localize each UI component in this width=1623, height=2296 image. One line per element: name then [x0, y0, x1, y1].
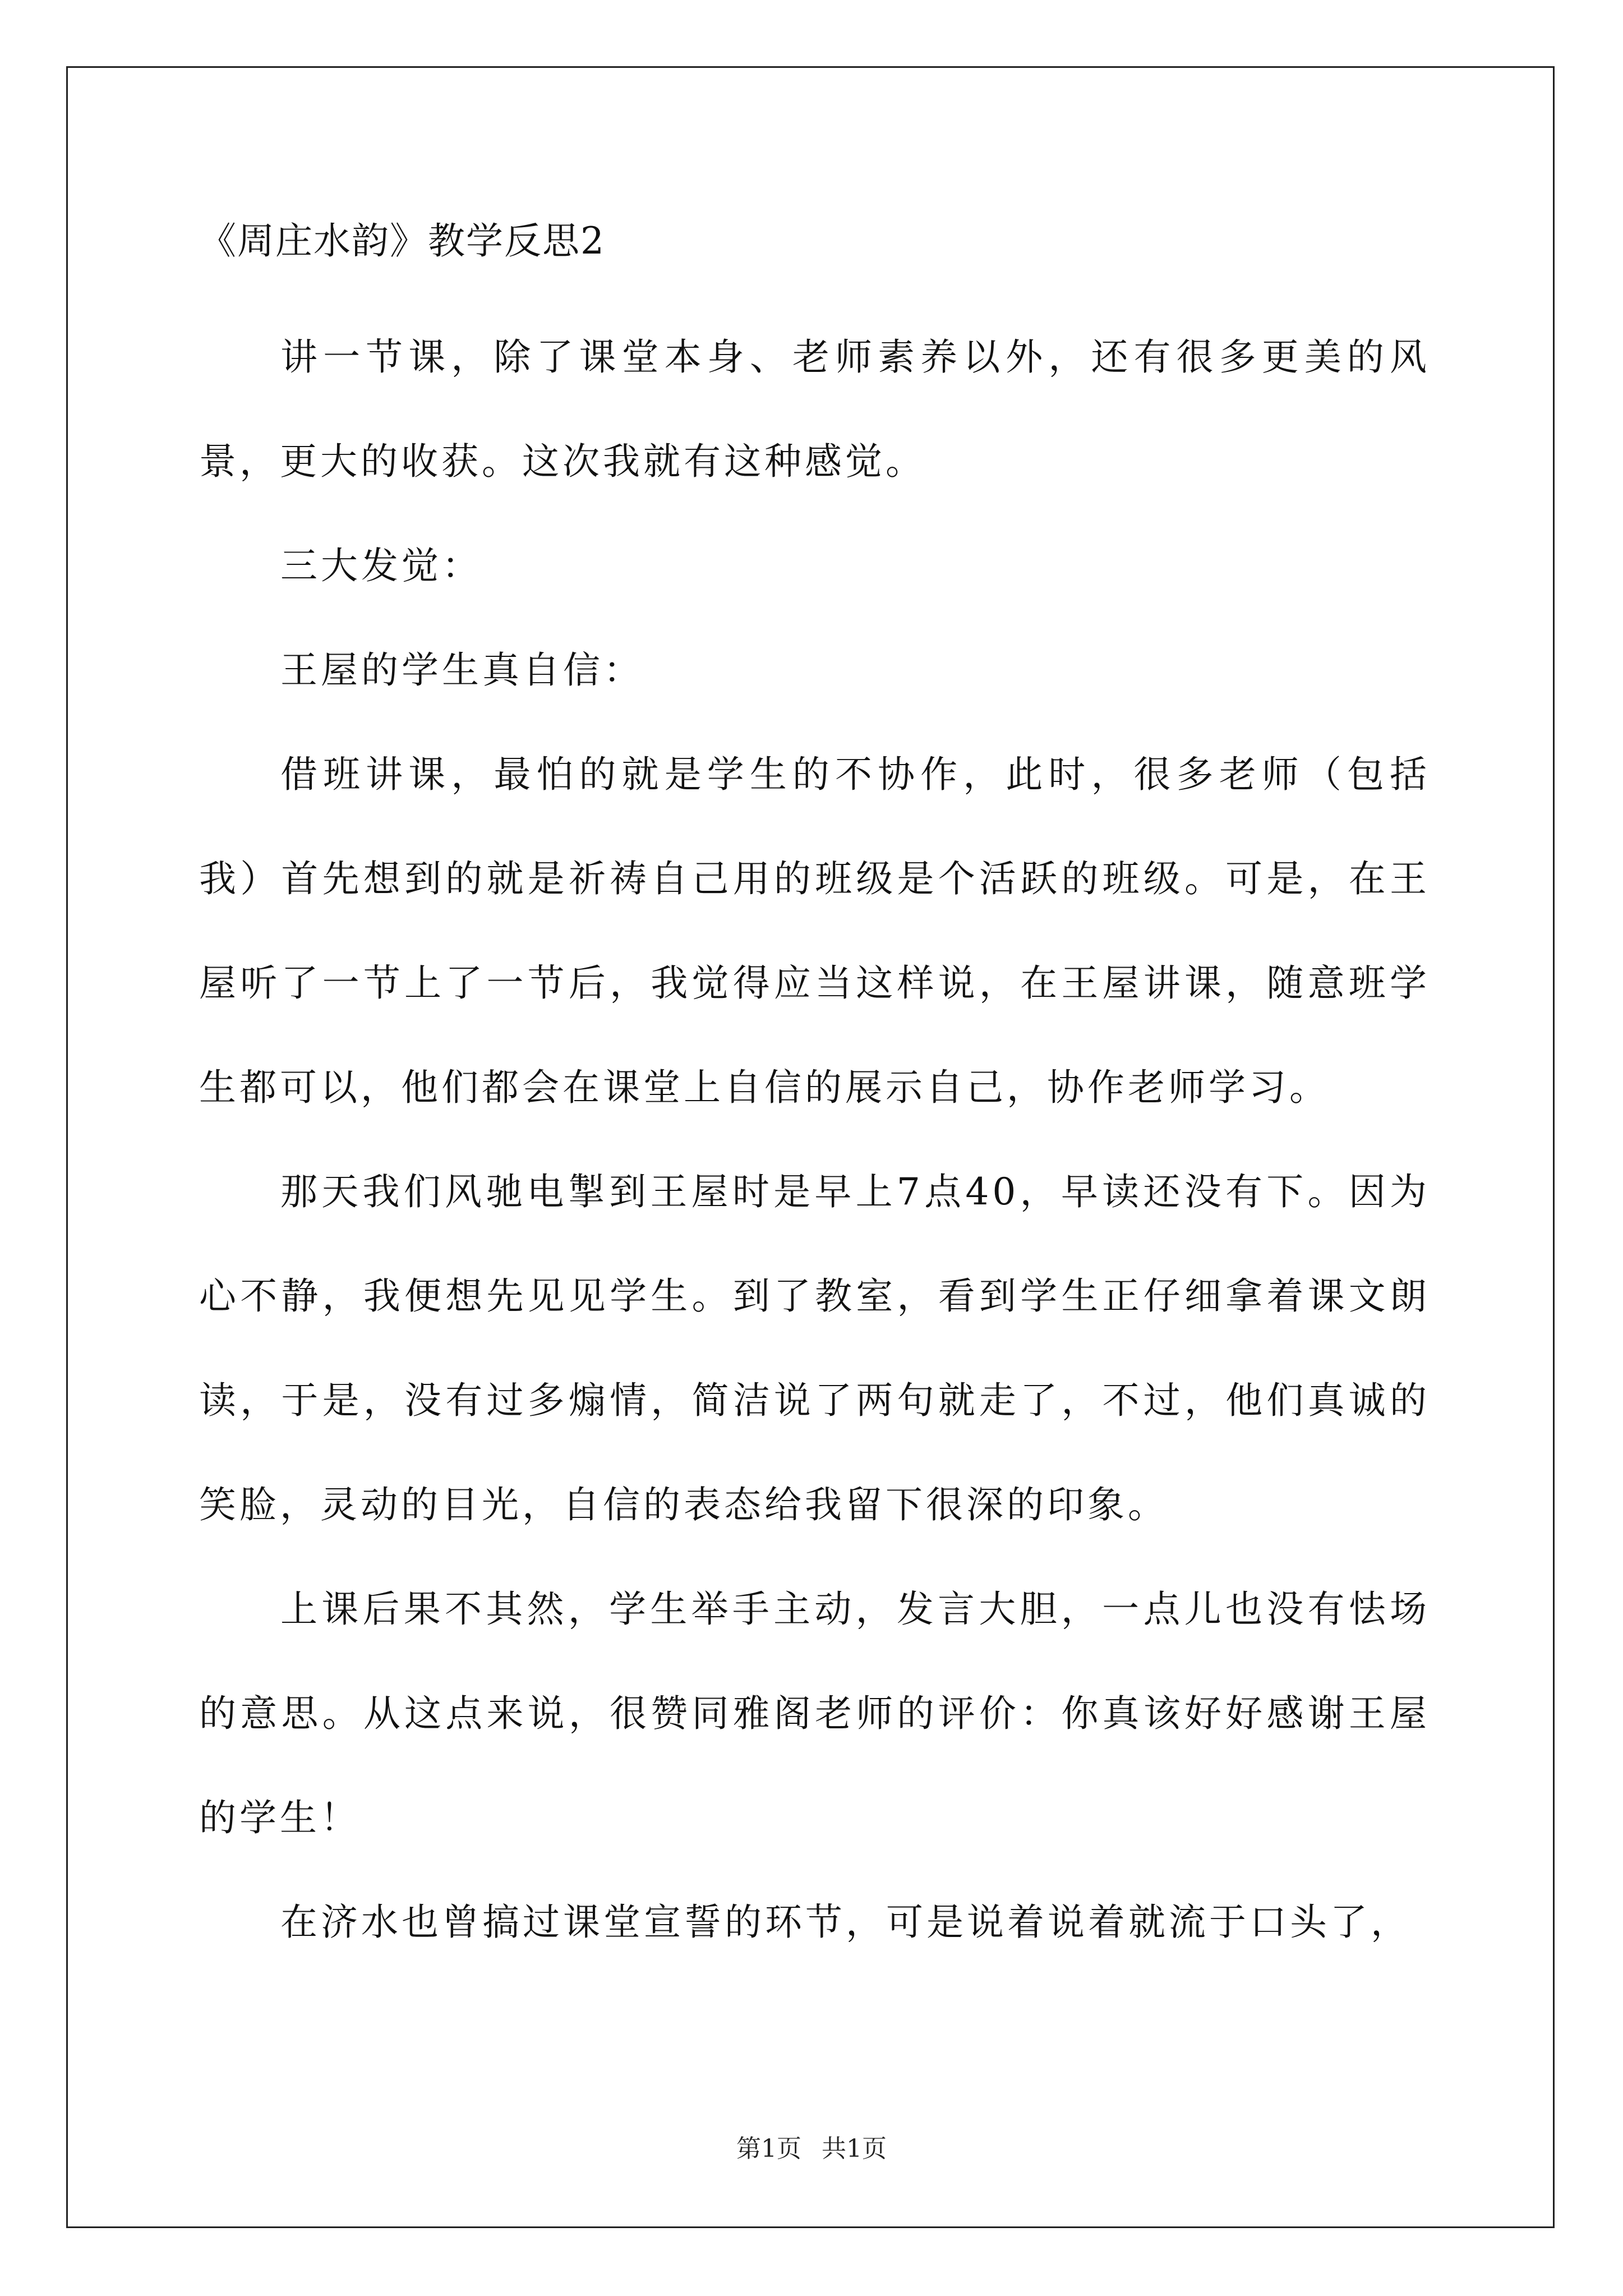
- document-body: [199, 213, 1430, 1975]
- page-footer: [0, 2133, 1623, 2165]
- paragraph: 上课后果不其然，学生举手主动，发言大胆，一点儿也没有怯场的意思。从这点来说，很赞同雅阁老师的评价：你真该好好感谢王屋的学生！: [199, 1588, 1430, 1839]
- paragraph: 在济水也曾搞过课堂宣誓的环节，可是说着说着就流于口头了，: [280, 1901, 1411, 1944]
- paragraph: 借班讲课，最怕的就是学生的不协作，此时，很多老师（包括我）首先想到的就是祈祷自己用的班级是个活跃的班级。可是，在王屋听了一节上了一节后，我觉得应当这样说，在王屋讲课，随意班学生都可以，他们都会在课堂上自信的展示自己，协作老师学习。: [199, 753, 1430, 1109]
- paragraph: 三大发觉：: [280, 544, 482, 587]
- paragraph: 王屋的学生真自信：: [280, 648, 644, 692]
- paragraph: 讲一节课，除了课堂本身、老师素养以外，还有很多更美的风景，更大的收获。这次我就有这种感觉。: [199, 335, 1430, 483]
- page-total: 共1页: [822, 2134, 887, 2163]
- paragraph: 那天我们风驰电掣到王屋时是早上7点40，早读还没有下。因为心不静，我便想先见见学生。到了教室，看到学生正仔细拿着课文朗读，于是，没有过多煽情，简洁说了两句就走了，不过，他们真诚的笑脸，灵动的目光，自信的表态给我留下很深的印象。: [199, 1170, 1430, 1526]
- page-number: 第1页: [736, 2134, 801, 2163]
- document-title: 《周庄水韵》教学反思2: [199, 219, 605, 263]
